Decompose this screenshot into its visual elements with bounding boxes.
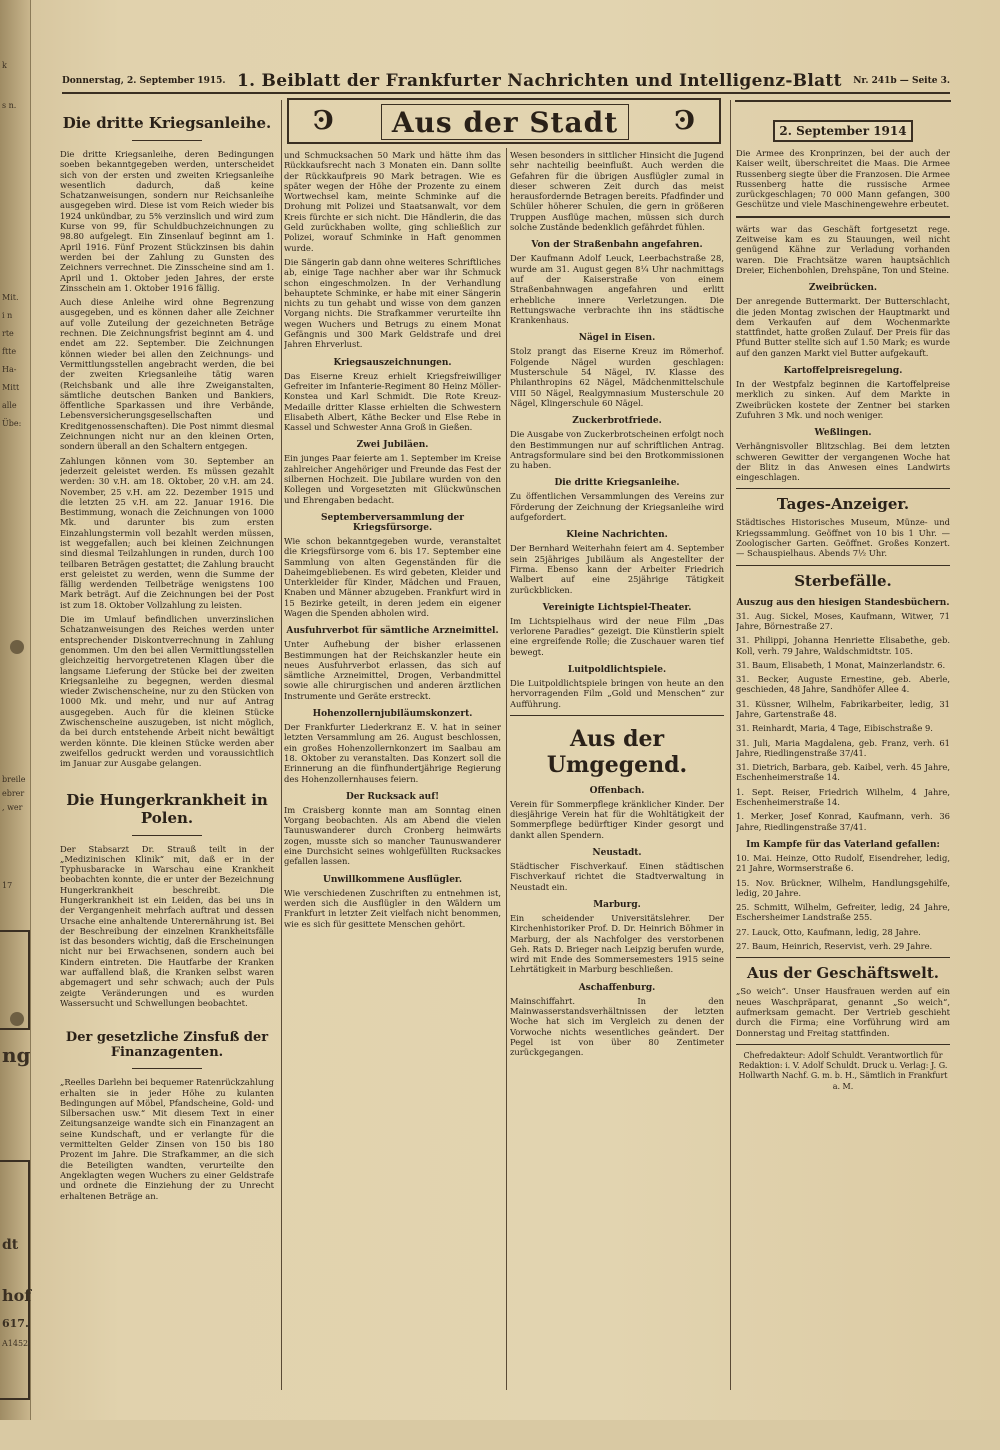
article-paragraph: Stolz prangt das Eiserne Kreuz im Römerhof. Folgende Nägel wurden geschlagen: Musterschule 54 Nägel, IV. Klasse des Philanthropins 62 Nägel, Mädchenmittelschule VIII 50 Nägel, Realgymnasium Musterschule 20 Nägel, Klingerschule 60 Nägel. — [510, 346, 724, 408]
page-header — [62, 70, 950, 94]
edge-mark: A1452 — [2, 1339, 29, 1348]
locality-title: Weßlingen. — [814, 428, 872, 439]
column-rule — [506, 148, 507, 1390]
article-paragraph: Verein für Sommerpflege kränklicher Kinder. Der diesjährige Verein hat für die Wohltätigkeit der Sommerpflege bedürftiger Kinder gesorgt und dankt allen Spendern. — [510, 798, 724, 840]
article-paragraph: Im Lichtspielhaus wird der neue Film „Das verlorene Paradies“ gezeigt. Die Künstlerin spielt eine ergreifende Rolle; die Zuschauer waren tief bewegt. — [510, 615, 724, 657]
masthead-title: Aus der Stadt — [391, 105, 619, 139]
article-paragraph: Auch diese Anleihe wird ohne Begrenzung ausgegeben, und es können daher alle Zeichner auf volle Zuteilung der gezeichneten Beträge rechnen. Die Zeichnungsfrist beginnt am 4. und endet am 22. September. Die Zeichnungen können wieder bei allen den Zeichnungs- und Vermittlungsstellen angebracht werden, die bei der zweiten Kriegsanleihe tätig waren (Reichsbank und alle ihre Zweiganstalten, sämtliche deutschen Banken und Bankiers, öffentliche Sparkassen und ihre Verbände, Lebensversicherungsgesellschaften und Kreditgenossenschaften). Die Post nimmt diesmal Zeichnungen nicht nur an den kleinen Orten, sondern überall an den Schaltern entgegen. — [60, 297, 274, 452]
article-paragraph: Zahlungen können vom 30. September an jederzeit geleistet werden. Es müssen gezahlt werden: 30 v.H. am 18. Oktober, 20 v.H. am 24. November, 25 v.H. am 22. Dezember 1915 und die letzten 25 v.H. am 22. Januar 1916. Die Bestimmung, wonach die Zeichnungen von 1000 Mk. und darunter bis zum ersten Einzahlungstermin voll bezahlt werden müssen, ist weggefallen; auch bei kleinen Zeichnungen sind diesmal Teilzahlungen in runden, durch 100 teilbaren Beträgen gestattet; die Zahlung braucht erst geleistet zu werden, wenn die Summe der fällig werdenden Teilbeträge wenigstens 100 Mark beträgt. Auf die Zeichnungen bei der Post ist zum 18. Oktober Vollzahlung zu leisten. — [60, 455, 274, 610]
article-paragraph: Die dritte Kriegsanleihe, deren Bedingungen soeben bekanntgegeben werden, unterscheidet sich von der ersten und zweiten Kriegsanleihe wesentlich dadurch, daß keine Schatzanweisungen, sondern nur Reichsanleihe ausgegeben wird. Diese ist vom Reich wieder bis 1924 unkündbar, zu 5% verzinslich und wird zum Kurse von 99, für Schuldbuchzeichnungen zu 98.80 aufgelegt. Ein Zinsenlauf beginnt am 1. April 1916. Fünf Prozent Stückzinsen bis dahin werden bei der Zahlung zu Gunsten des Zeichners verrechnet. Die Zinsscheine sind am 1. April und 1. Oktober jeden Jahres, der erste Zinsschein am 1. Oktober 1916 fällig. — [60, 149, 274, 293]
column-4 — [736, 148, 950, 1448]
section-headline: Sterbefälle. — [794, 571, 892, 590]
section-rule — [736, 488, 950, 489]
fallen-notice: 10. Mai. Heinze, Otto Rudolf, Eisendreher, ledig, 21 Jahre, Wormserstraße 6. — [736, 852, 950, 874]
article-headline: Die Hungerkrankheit in Polen. — [66, 790, 268, 827]
article-paragraph: Das Eiserne Kreuz erhielt Kriegsfreiwilliger Gefreiter im Infanterie-Regiment 80 Heinz Möller-Konstea und Karl Schmidt. Die Rote Kreuz-Medaille dritter Klasse erhielten die Schwestern Elisabeth Albert, Käthe Becker und Else Rebe in Kassel und Schwester Anna Groß in Gießen. — [284, 370, 501, 433]
fallen-subtitle: Im Kampfe für das Vaterland gefallen: — [746, 839, 940, 850]
news-item-title: Kartoffelpreisregelung. — [783, 366, 903, 377]
advert-frame-fragment — [0, 1160, 30, 1400]
news-item-title: Luitpoldlichtspiele. — [567, 664, 667, 675]
article-paragraph: Unter Aufhebung der bisher erlassenen Bestimmungen hat der Reichskanzler heute ein neues Ausfuhrverbot erlassen, das sich auf sämtliche Arzneimittel, Drogen, Verbandmittel sowie alle chirurgischen und anderen ärztlichen Instrumente und Geräte erstreckt. — [284, 639, 501, 701]
edge-mark: Mitt — [2, 383, 20, 392]
death-notice: 31. Reinhardt, Maria, 4 Tage, Eibischstraße 9. — [736, 723, 933, 734]
article-paragraph: Die Luitpoldlichtspiele bringen von heute an den hervorragenden Film „Gold und Menschen“ zur Aufführung. — [510, 677, 724, 709]
masthead-title-box — [381, 104, 629, 140]
locality-title: Zweibrücken. — [808, 283, 878, 294]
ornament-right: Ͽ — [674, 106, 695, 136]
section-headline: Tages-Anzeiger. — [776, 495, 910, 514]
article-paragraph: Der anregende Buttermarkt. Der Butterschlacht, die jeden Montag zwischen der Hauptmarkt und dem Verkaufen auf dem Wochenmarkte stattfindet, hatte großen Zulauf. Der Preis für das Pfund Butter stellte sich auf 1.50 Mark; es wurde auf den ganzen Markt viel Butter aufgekauft. — [736, 296, 950, 358]
article-paragraph: Verhängnisvoller Blitzschlag. Bei dem letzten schweren Gewitter der vergangenen Woche hat der Blitz in das Anwesen eines Landwirts eingeschlagen. — [736, 441, 950, 483]
column-rule — [730, 100, 731, 1390]
fallen-notice: 27. Lauck, Otto, Kaufmann, ledig, 28 Jahre. — [736, 926, 921, 937]
issue-number: Nr. 241b — Seite 3. — [853, 76, 950, 86]
fallen-notice: 27. Baum, Heinrich, Reservist, verh. 29 Jahre. — [736, 941, 933, 952]
headline-rule — [132, 1068, 202, 1069]
news-item-title: Vereinigte Lichtspiel-Theater. — [542, 602, 692, 613]
binding-hole — [10, 640, 24, 654]
edge-mark: Übe: — [2, 419, 22, 428]
article-headline: Die dritte Kriegsanleihe. — [62, 114, 272, 132]
article-paragraph: wärts war das Geschäft fortgesetzt rege. Zeitweise kam es zu Stauungen, weil nicht genügend Kähne zur Verladung vorhanden waren. Die Frachtsätze waren hauptsächlich Dreier, Eichenbohlen, Drehspäne, Ton und Steine. — [736, 223, 950, 275]
issue-date: Donnerstag, 2. September 1915. — [62, 76, 226, 86]
edge-mark: rte — [2, 329, 14, 338]
article-paragraph: Ein junges Paar feierte am 1. September im Kreise zahlreicher Angehöriger und Freunde das Fest der silbernen Hochzeit. Die Jubilare wurden von den Kollegen und Vorgesetzten mit Glückwünschen und Ehrengaben bedacht. — [284, 453, 501, 505]
column-rule — [281, 100, 282, 1390]
news-item-title: Von der Straßenbahn angefahren. — [531, 240, 703, 251]
death-notice: 31. Becker, Auguste Ernestine, geb. Aberle, geschieden, 48 Jahre, Sandhöfer Allee 4. — [736, 674, 950, 695]
edge-mark: k — [2, 61, 7, 70]
edge-mark: , wer — [2, 803, 23, 812]
section-headline: Aus der Umgegend. — [546, 725, 688, 778]
column-2 — [284, 150, 501, 1450]
news-item-title: Zwei Jubiläen. — [356, 440, 429, 451]
news-item-title: Kleine Nachrichten. — [566, 530, 668, 541]
edge-mark: ftte — [2, 347, 17, 356]
register-subtitle: Auszug aus den hiesigen Standesbüchern. — [736, 597, 950, 608]
advert-frame-fragment — [0, 930, 30, 1030]
locality-title: Aschaffenburg. — [578, 982, 656, 993]
article-paragraph: Im Craisberg konnte man am Sonntag einen Vorgang beobachten. Als am Abend die vielen Taunuswanderer durch Cronberg heimwärts zogen, musste sich so mancher Taunuswanderer eine Durchsicht seines wohlgefüllten Rucksackes gefallen lassen. — [284, 804, 501, 867]
article-paragraph: Mainschiffahrt. In den Mainwasserstandsverhältnissen der letzten Woche hat sich im Vergleich zu denen der Vorwoche nichts wesentliches geändert. Der Pegel ist von über 80 Zentimeter zurückgegangen. — [510, 995, 724, 1058]
column-3 — [510, 150, 724, 1450]
article-paragraph: „Reelles Darlehn bei bequemer Ratenrückzahlung erhalten sie in jeder Höhe zu kulanten Bedingungen auf Möbel, Pfandscheine, Gold- und Silbersachen usw.“ Mit diesem Text in einer Zeitungsanzeige wandte sich ein Finanzagent an seine Kundschaft, und er verlangte für die vermittelten Gelder Zinsen von 150 bis 180 Prozent im Jahre. Die Strafkammer, an die sich die Beteiligten wandten, verurteilte den Angeklagten wegen Wuchers zu einer Geldstrafe und ordnete die Einziehung der zu Unrecht erhaltenen Beträge an. — [60, 1077, 274, 1201]
article-headline: Der gesetzliche Zinsfuß der Finanzagenten. — [65, 1030, 269, 1061]
death-notice: 31. Küssner, Wilhelm, Fabrikarbeiter, ledig, 31 Jahre, Gartenstraße 48. — [736, 698, 950, 719]
locality-title: Marburg. — [593, 899, 641, 910]
death-notice: 31. Juli, Maria Magdalena, geb. Franz, verh. 61 Jahre, Riedlingenstraße 37/41. — [736, 737, 950, 758]
article-paragraph: Zu öffentlichen Versammlungen des Vereins zur Förderung der Zeichnung der Kriegsanleihe wird aufgefordert. — [510, 491, 724, 523]
section-headline: Aus der Geschäftswelt. — [746, 964, 940, 983]
article-paragraph: Der Bernhard Weiterhahn feiert am 4. September sein 25jähriges Jubiläum als Angestellter der Firma. Ebenso kann der Arbeiter Friedrich Walbert auf eine 25jährige Tätigkeit zurückblicken. — [510, 543, 724, 595]
article-paragraph: Ein scheidender Universitätslehrer. Der Kirchenhistoriker Prof. D. Dr. Heinrich Böhmer in Marburg, der als Nachfolger des verstorbenen Geh. Rats D. Brieger nach Leipzig berufen wurde, wird mit Ende des Sommersemesters 1915 seine Lehrtätigkeit in Marburg beschließen. — [510, 912, 724, 975]
fallen-notice: 25. Schmitt, Wilhelm, Gefreiter, ledig, 24 Jahre, Eschersheimer Landstraße 255. — [736, 902, 950, 923]
edge-mark: ebrer — [2, 789, 25, 798]
news-item-title: Septemberversammlung der Kriegsfürsorge. — [320, 512, 465, 533]
death-notice: 31. Baum, Elisabeth, 1 Monat, Mainzerlandstr. 6. — [736, 659, 946, 670]
news-item-title: Hohenzollernjubiläumskonzert. — [312, 709, 473, 720]
article-paragraph: Der Kaufmann Adolf Leuck, Leerbachstraße 28, wurde am 31. August gegen 8¼ Uhr nachmittags auf der Kaiserstraße von einem Straßenbahnwagen angefahren und erlitt erhebliche innere Verletzungen. Die Rettungswache verbrachte ihn ins städtische Krankenhaus. — [510, 253, 724, 326]
edge-mark: breile — [2, 775, 26, 784]
death-notice: 1. Merker, Josef Konrad, Kaufmann, verh. 36 Jahre, Riedlingenstraße 37/41. — [736, 811, 950, 832]
headline-rule — [132, 140, 202, 141]
news-item-title: Zuckerbrotfriede. — [572, 416, 662, 427]
ornament-left: Ͽ — [313, 106, 334, 136]
section-rule — [736, 565, 950, 566]
news-item-title: Kriegsauszeichnungen. — [333, 357, 452, 368]
edge-mark: ng — [2, 1043, 31, 1067]
article-paragraph: Der Frankfurter Liederkranz E. V. hat in seiner letzten Versammlung am 26. August beschlossen, ein großes Hohenzollernkonzert im Saalbau am 18. Oktober zu veranstalten. Das Konzert soll die Erinnerung an die fünfhundertjährige Regierung des Hohenzollernhauses feiern. — [284, 722, 501, 784]
news-item-title: Ausfuhrverbot für sämtliche Arzneimittel. — [286, 626, 499, 637]
edge-mark: 17 — [2, 881, 13, 890]
section-rule — [510, 715, 724, 716]
imprint: Chefredakteur: Adolf Schuldt. Verantwortlich für Redaktion: i. V. Adolf Schuldt. Druck u. Verlag: J. G. Hollwarth Nachf. G. m. b. H., Sämtlich in Frankfurt a. M. — [738, 1050, 948, 1091]
edge-mark: dt — [2, 1237, 19, 1253]
edge-mark: hof — [2, 1286, 32, 1305]
supplement-title: 1. Beiblatt der Frankfurter Nachrichten und Intelligenz-Blatt — [236, 71, 842, 91]
article-paragraph: Wesen besonders in sittlicher Hinsicht die Jugend sehr nachteilig beeinflußt. Auch werden die Gefahren für die übrigen Ausflügler zumal in dieser schweren Zeit durch das meist herausfordernde Betragen bereits. Pfadfinder und Schüler höherer Schulen, die gern in größeren Truppen Ausflüge machen, müssen sich durch solche Zustände bedenklich gefährdet fühlen. — [510, 150, 724, 233]
article-paragraph: Der Stabsarzt Dr. Strauß teilt in der „Medizinischen Klinik“ mit, daß er in der Typhusbaracke in Warschau eine Krankheit beobachten konnte, die er unter der Bezeichnung Hungerkrankheit beschreibt. Die Hungerkrankheit ist ein Leiden, das bei uns in der Vergangenheit mehrfach auftrat und dessen Ursache eine anhaltende Unterernährung ist. Bei der Beschreibung der einzelnen Krankheitsfälle ist das besonders wichtig, daß die Erscheinungen nicht nur bei Erwachsenen, sondern auch bei Kindern eintreten. Die Hautfarbe der Kranken war auffallend blaß, die Kranken selbst waren abgemagert und sehr schwach; auch der Puls zeigte Veränderungen und es wurden Wassersucht und Schwellungen beobachtet. — [60, 843, 274, 1008]
anniversary-date-box: 2. September 1914 — [773, 120, 913, 142]
article-paragraph: „So weich“. Unser Hausfrauen werden auf ein neues Waschpräparat, genannt „So weich“, aufmerksam gemacht. Der Vertrieb geschieht durch die Firma; eine Vorführung wird am Donnerstag und Freitag stattfinden. — [736, 986, 950, 1038]
article-paragraph: und Schmucksachen 50 Mark und hätte ihm das Rückkaufsrecht nach 3 Monaten ein. Dann sollte der Rückkaufpreis 90 Mark betragen. Wie es später wegen der Höhe der Prozente zu einem Wortwechsel kam, meinte Schminke auf die Drohung mit Polizei und Staatsanwalt, vor dem Kreis fürchte er sich nicht. Die Händlerin, die das Geld zurückhaben wollte, ging schließlich zur Polizei, worauf Schminke in Haft genommen wurde. — [284, 150, 501, 253]
news-item-title: Der Rucksack auf! — [345, 791, 440, 802]
death-notice: 31. Aug. Sickel, Moses, Kaufmann, Witwer, 71 Jahre, Börnestraße 27. — [736, 610, 950, 631]
article-paragraph: Wie schon bekanntgegeben wurde, veranstaltet die Kriegsfürsorge vom 6. bis 17. September eine Sammlung von alten Gegenständen für die Daheimgebliebenen. Es wird gebeten, Kleider und Unterkleider für Kinder, Mädchen und Frauen, Knaben und Männer abzugeben. Frankfurt wird in 15 Bezirke geteilt, in deren jedem ein eigener Wagen die Spenden abholen wird. — [284, 535, 501, 618]
anniversary-report: Die Armee des Kronprinzen, bei der auch der Kaiser weilt, überschreitet die Maas. Die Armee Russenberg siegte über die Franzosen. Die Armee Russenberg hatte die russische Armee zurückgeschlagen; 70 000 Mann gefangen, 300 Geschütze und viele Maschinengewehre erbeutet. — [736, 148, 950, 218]
section-rule — [736, 1044, 950, 1045]
article-paragraph: Städtischer Fischverkauf. Einen städtischen Fischverkauf richtet die Stadtverwaltung in Neustadt ein. — [510, 861, 724, 892]
column-1 — [60, 100, 274, 1400]
edge-mark: s n. — [2, 101, 17, 110]
edge-mark: Mit. — [2, 293, 19, 302]
article-paragraph: Die Sängerin gab dann ohne weiteres Schriftliches ab, einige Tage nachher aber war ihr Schmuck schon eingeschmolzen. In der Verhandlung behauptete Schminke, er habe mit einer Sängerin nichts zu tun gehabt und wisse von dem ganzen Vorgang nichts. Die Strafkammer verurteilte ihn wegen Wuchers und Betrugs zu einem Monat Gefängnis und 300 Mark Geldstrafe und drei Jahren Ehrverlust. — [284, 256, 501, 350]
section-rule — [736, 957, 950, 958]
news-item-title: Nägel in Eisen. — [578, 333, 656, 344]
locality-title: Offenbach. — [589, 785, 645, 796]
article-paragraph: Die Ausgabe von Zuckerbrotscheinen erfolgt noch den Bestimmungen nur auf schriftlichen Antrag. Antragsformulare sind bei den Brotkommissionen zu haben. — [510, 429, 724, 471]
edge-mark: Ha- — [2, 365, 17, 374]
edge-mark: alle — [2, 401, 17, 410]
article-paragraph: Wie verschiedenen Zuschriften zu entnehmen ist, werden sich die Ausflügler in den Wäldern um Frankfurt in letzter Zeit vielfach nicht benommen, wie es sich für gesittete Menschen gehört. — [284, 887, 501, 929]
article-paragraph: Städtisches Historisches Museum, Münze- und Kriegssammlung. Geöffnet von 10 bis 1 Uhr. — Zoologischer Garten. Geöffnet. Großes Konzert. — Schauspielhaus. Abends 7½ Uhr. — [736, 517, 950, 559]
edge-mark: i n — [2, 311, 13, 320]
fallen-notice: 15. Nov. Brückner, Wilhelm, Handlungsgehilfe, ledig, 20 Jahre. — [736, 877, 950, 898]
article-paragraph: In der Westpfalz beginnen die Kartoffelpreise merklich zu sinken. Auf dem Markte in Zweibrücken kostete der Zentner bei starken Zufuhren 3 Mk. und noch weniger. — [736, 379, 950, 420]
headline-rule — [132, 835, 202, 836]
news-item-title: Die dritte Kriegsanleihe. — [554, 478, 680, 489]
death-notice: 31. Dietrich, Barbara, geb. Kaibel, verh. 45 Jahre, Eschenheimerstraße 14. — [736, 762, 950, 783]
article-paragraph: Die im Umlauf befindlichen unverzinslichen Schatzanweisungen des Reiches werden unter entsprechender Diskontverrechnung in Zahlung genommen. Um den bei allen Vermittlungsstellen gleichzeitig hervorgetretenen Klagen über die langsame Lieferung der Stücke bei der zweiten Kriegsanleihe zu begegnen, werden diesmal wieder Zwischenscheine, nur zu den Stücken von 1000 Mk. und mehr, und nur auf Antrag ausgegeben. Auch für die kleinen Stücke Zwischenscheine auszugeben, ist nicht möglich, da bei durch entstehende Arbeit nicht bewältigt werden könnte. Die kleinen Stücke werden aber zweifellos gedruckt werden und voraussichtlich im Januar zur Ausgabe gelangen. — [60, 614, 274, 769]
locality-title: Neustadt. — [592, 848, 642, 859]
edge-mark: 617. — [2, 1317, 29, 1330]
death-notice: 31. Philippi, Johanna Henriette Elisabethe, geb. Koll, verh. 79 Jahre, Waldschmidtstr. 105. — [736, 635, 950, 656]
section-masthead — [287, 98, 721, 144]
news-item-title: Unwillkommene Ausflügler. — [323, 874, 462, 885]
death-notice: 1. Sept. Reiser, Friedrich Wilhelm, 4 Jahre, Eschenheimerstraße 14. — [736, 786, 950, 808]
